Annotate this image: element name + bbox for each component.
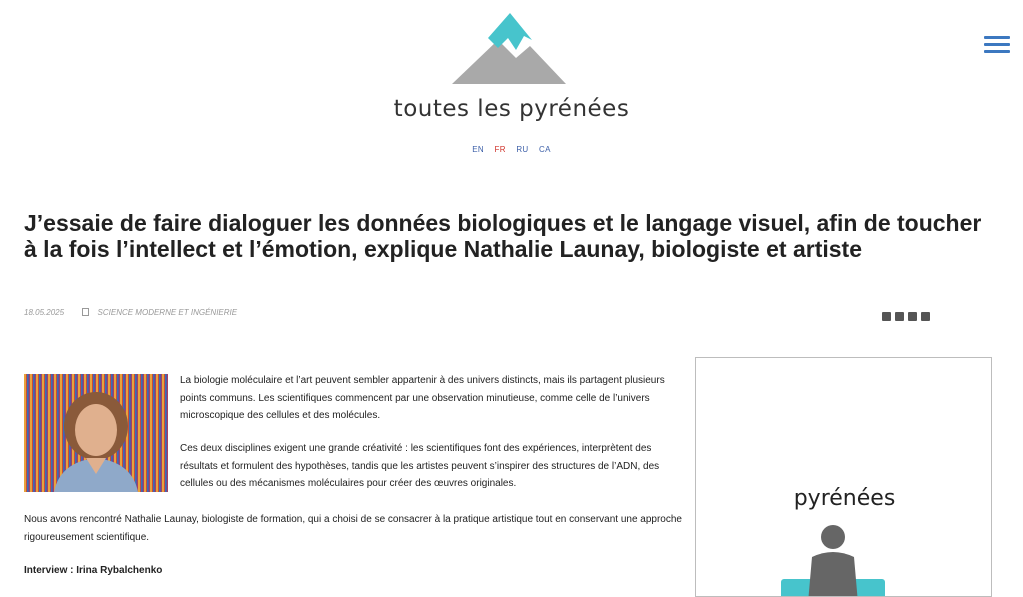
article-category[interactable]: SCIENCE MODERNE ET INGÉNIERIE	[97, 308, 238, 317]
facebook-icon[interactable]	[882, 312, 891, 321]
article-meta	[24, 308, 237, 317]
logo-mountain	[452, 40, 566, 84]
logo-peak	[488, 13, 532, 50]
hamburger-menu-icon[interactable]	[984, 36, 1010, 56]
share-buttons	[882, 308, 934, 326]
vk-icon[interactable]	[908, 312, 917, 321]
article-paragraph: Nous avons rencontré Nathalie Launay, biologiste de formation, qui a choisi de se consacrer à la pratique artistique tout en conservant une approche rigoureusement scientifique.	[24, 514, 682, 543]
site-name[interactable]: toutes les pyrénées	[393, 96, 630, 122]
pinterest-icon[interactable]	[921, 312, 930, 321]
interview-credit: Interview : Irina Rybalchenko	[24, 565, 163, 576]
lang-ca[interactable]: CA	[539, 145, 551, 154]
article-paragraph: La biologie moléculaire et l’art peuvent sembler appartenir à des univers distincts, mais ils partagent plusieurs points communs. Les scientifiques commencent par une observation minutieuse, comme celle de l’univers microscopique des cellules et des molécules.	[180, 375, 665, 421]
twitter-icon[interactable]	[895, 312, 904, 321]
lang-en[interactable]: EN	[472, 145, 484, 154]
site-logo[interactable]	[440, 10, 580, 90]
article-photo	[24, 374, 168, 492]
language-switcher	[0, 145, 1023, 154]
sidebar-ad[interactable]	[695, 357, 992, 597]
article-title: J’essaie de faire dialoguer les données biologiques et le langage visuel, afin de toucher à la fois l’intellect et l’émotion, explique Nathalie Launay, biologiste et artiste	[24, 210, 982, 262]
article-date: 18.05.2025	[24, 308, 65, 317]
ad-title: pyrénées	[793, 486, 896, 511]
article-paragraph: Ces deux disciplines exigent une grande créativité : les scientifiques font des expériences, interprètent des résultats et formulent des hypothèses, tandis que les artistes peuvent s’inspirer des structures de l’ADN, des cellules ou des mécanismes moléculaires pour créer des œuvres originales.	[180, 443, 660, 489]
category-icon	[82, 308, 89, 316]
lang-fr[interactable]: FR	[494, 145, 506, 154]
lang-ru[interactable]: RU	[516, 145, 529, 154]
